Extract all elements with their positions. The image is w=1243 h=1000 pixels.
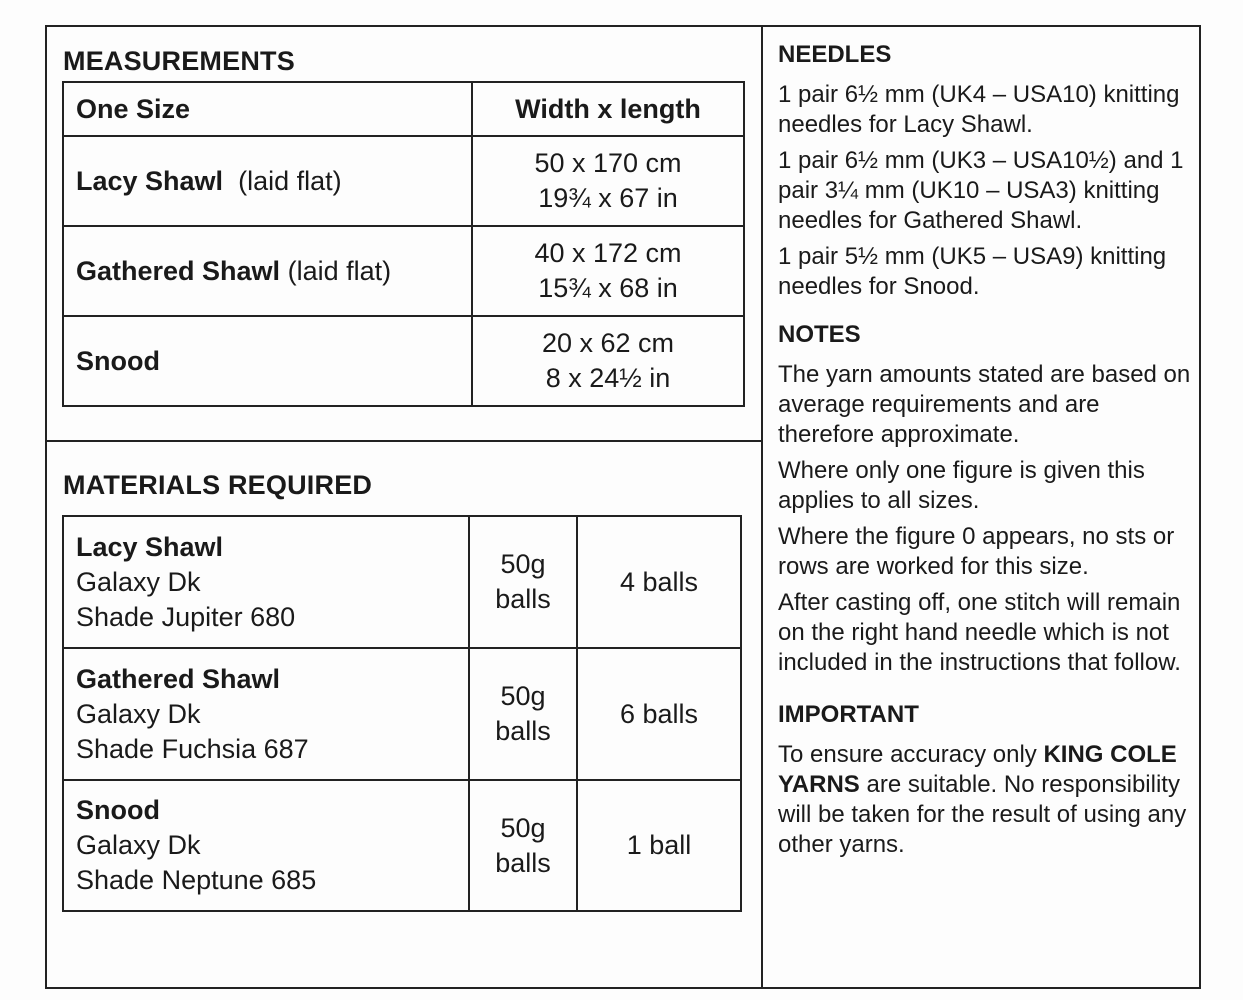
quantity-cell: 4 balls (577, 516, 741, 648)
needles-item: 1 pair 5½ mm (UK5 – USA9) knitting needles for Snood. (778, 243, 1167, 300)
brand-name: KING COLE YARNS (778, 741, 1177, 798)
needles-item: 1 pair 6½ mm (UK4 – USA10) knitting needles for Lacy Shawl. (778, 81, 1180, 138)
item-cell (63, 316, 472, 406)
notes-heading: NOTES (778, 321, 861, 348)
yarn-shade: Shade Fuchsia 687 (76, 733, 309, 764)
materials-heading: MATERIALS REQUIRED (63, 470, 373, 500)
column-divider (761, 25, 763, 989)
yarn-name: Galaxy Dk (76, 566, 201, 597)
yarn-cell (63, 516, 469, 648)
item-cell (63, 226, 472, 316)
size-cm: 20 x 62 cm (541, 328, 675, 358)
notes-item: After casting off, one stitch will remain on the right hand needle which is not included in the instructions that follow. (778, 589, 1181, 676)
item-note: (laid flat) (287, 255, 392, 286)
measurements-table (62, 81, 745, 407)
size-in: 19¾ x 67 in (538, 183, 678, 213)
yarn-name: Galaxy Dk (76, 698, 201, 729)
needles-item: 1 pair 6½ mm (UK3 – USA10½) and 1 pair 3¼ mm (UK10 – USA3) knitting needles for Gathered Shawl. (778, 147, 1184, 234)
yarn-shade: Shade Jupiter 680 (76, 601, 296, 632)
header-width-length: Width x length (472, 82, 744, 136)
size-in: 15¾ x 68 in (538, 273, 678, 303)
yarn-shade: Shade Neptune 685 (76, 865, 317, 895)
yarn-name: Galaxy Dk (76, 830, 201, 860)
size-cell (472, 226, 744, 316)
weight-cell (469, 780, 577, 911)
ball-weight: 50g (500, 549, 546, 579)
item-name: Snood (76, 795, 160, 825)
item-note: (laid flat) (238, 165, 342, 196)
measurements-heading: MEASUREMENTS (63, 46, 295, 76)
table-row (63, 136, 744, 226)
item-name: Gathered Shawl (76, 255, 281, 286)
ball-weight: 50g (500, 681, 546, 711)
quantity-cell: 1 ball (577, 780, 741, 911)
ball-unit: balls (495, 847, 551, 878)
table-row (63, 648, 741, 780)
needles-heading: NEEDLES (778, 41, 892, 68)
right-column (778, 40, 1198, 866)
ball-weight: 50g (500, 812, 546, 843)
section-divider (45, 440, 762, 442)
materials-table (62, 515, 742, 912)
yarn-cell (63, 648, 469, 780)
table-row (63, 226, 744, 316)
important-heading: IMPORTANT (778, 701, 919, 728)
notes-item: The yarn amounts stated are based on average requirements and are therefore approximate. (778, 361, 1191, 448)
item-name: Gathered Shawl (76, 663, 281, 694)
table-row (63, 516, 741, 648)
item-cell (63, 136, 472, 226)
weight-cell (469, 648, 577, 780)
table-row (63, 316, 744, 406)
weight-cell (469, 516, 577, 648)
notes-item: Where the figure 0 appears, no sts or rows are worked for this size. (778, 523, 1175, 580)
size-cell (472, 136, 744, 226)
quantity-cell: 6 balls (577, 648, 741, 780)
important-pre: To ensure accuracy only (778, 741, 1044, 768)
table-header-row (63, 82, 744, 136)
ball-unit: balls (495, 584, 551, 614)
important-post: are suitable. No responsibility will be taken for the result of using any other yarns. (778, 771, 1187, 858)
size-in: 8 x 24½ in (545, 363, 671, 393)
size-cm: 40 x 172 cm (534, 238, 682, 268)
important-text (778, 740, 1198, 860)
item-name: Lacy Shawl (76, 165, 224, 196)
notes-item: Where only one figure is given this applies to all sizes. (778, 457, 1145, 514)
yarn-cell (63, 780, 469, 911)
item-name: Snood (76, 345, 160, 376)
header-one-size: One Size (63, 82, 472, 136)
size-cell (472, 316, 744, 406)
ball-unit: balls (495, 716, 551, 746)
item-name: Lacy Shawl (76, 531, 224, 562)
table-row (63, 780, 741, 911)
size-cm: 50 x 170 cm (534, 148, 682, 178)
